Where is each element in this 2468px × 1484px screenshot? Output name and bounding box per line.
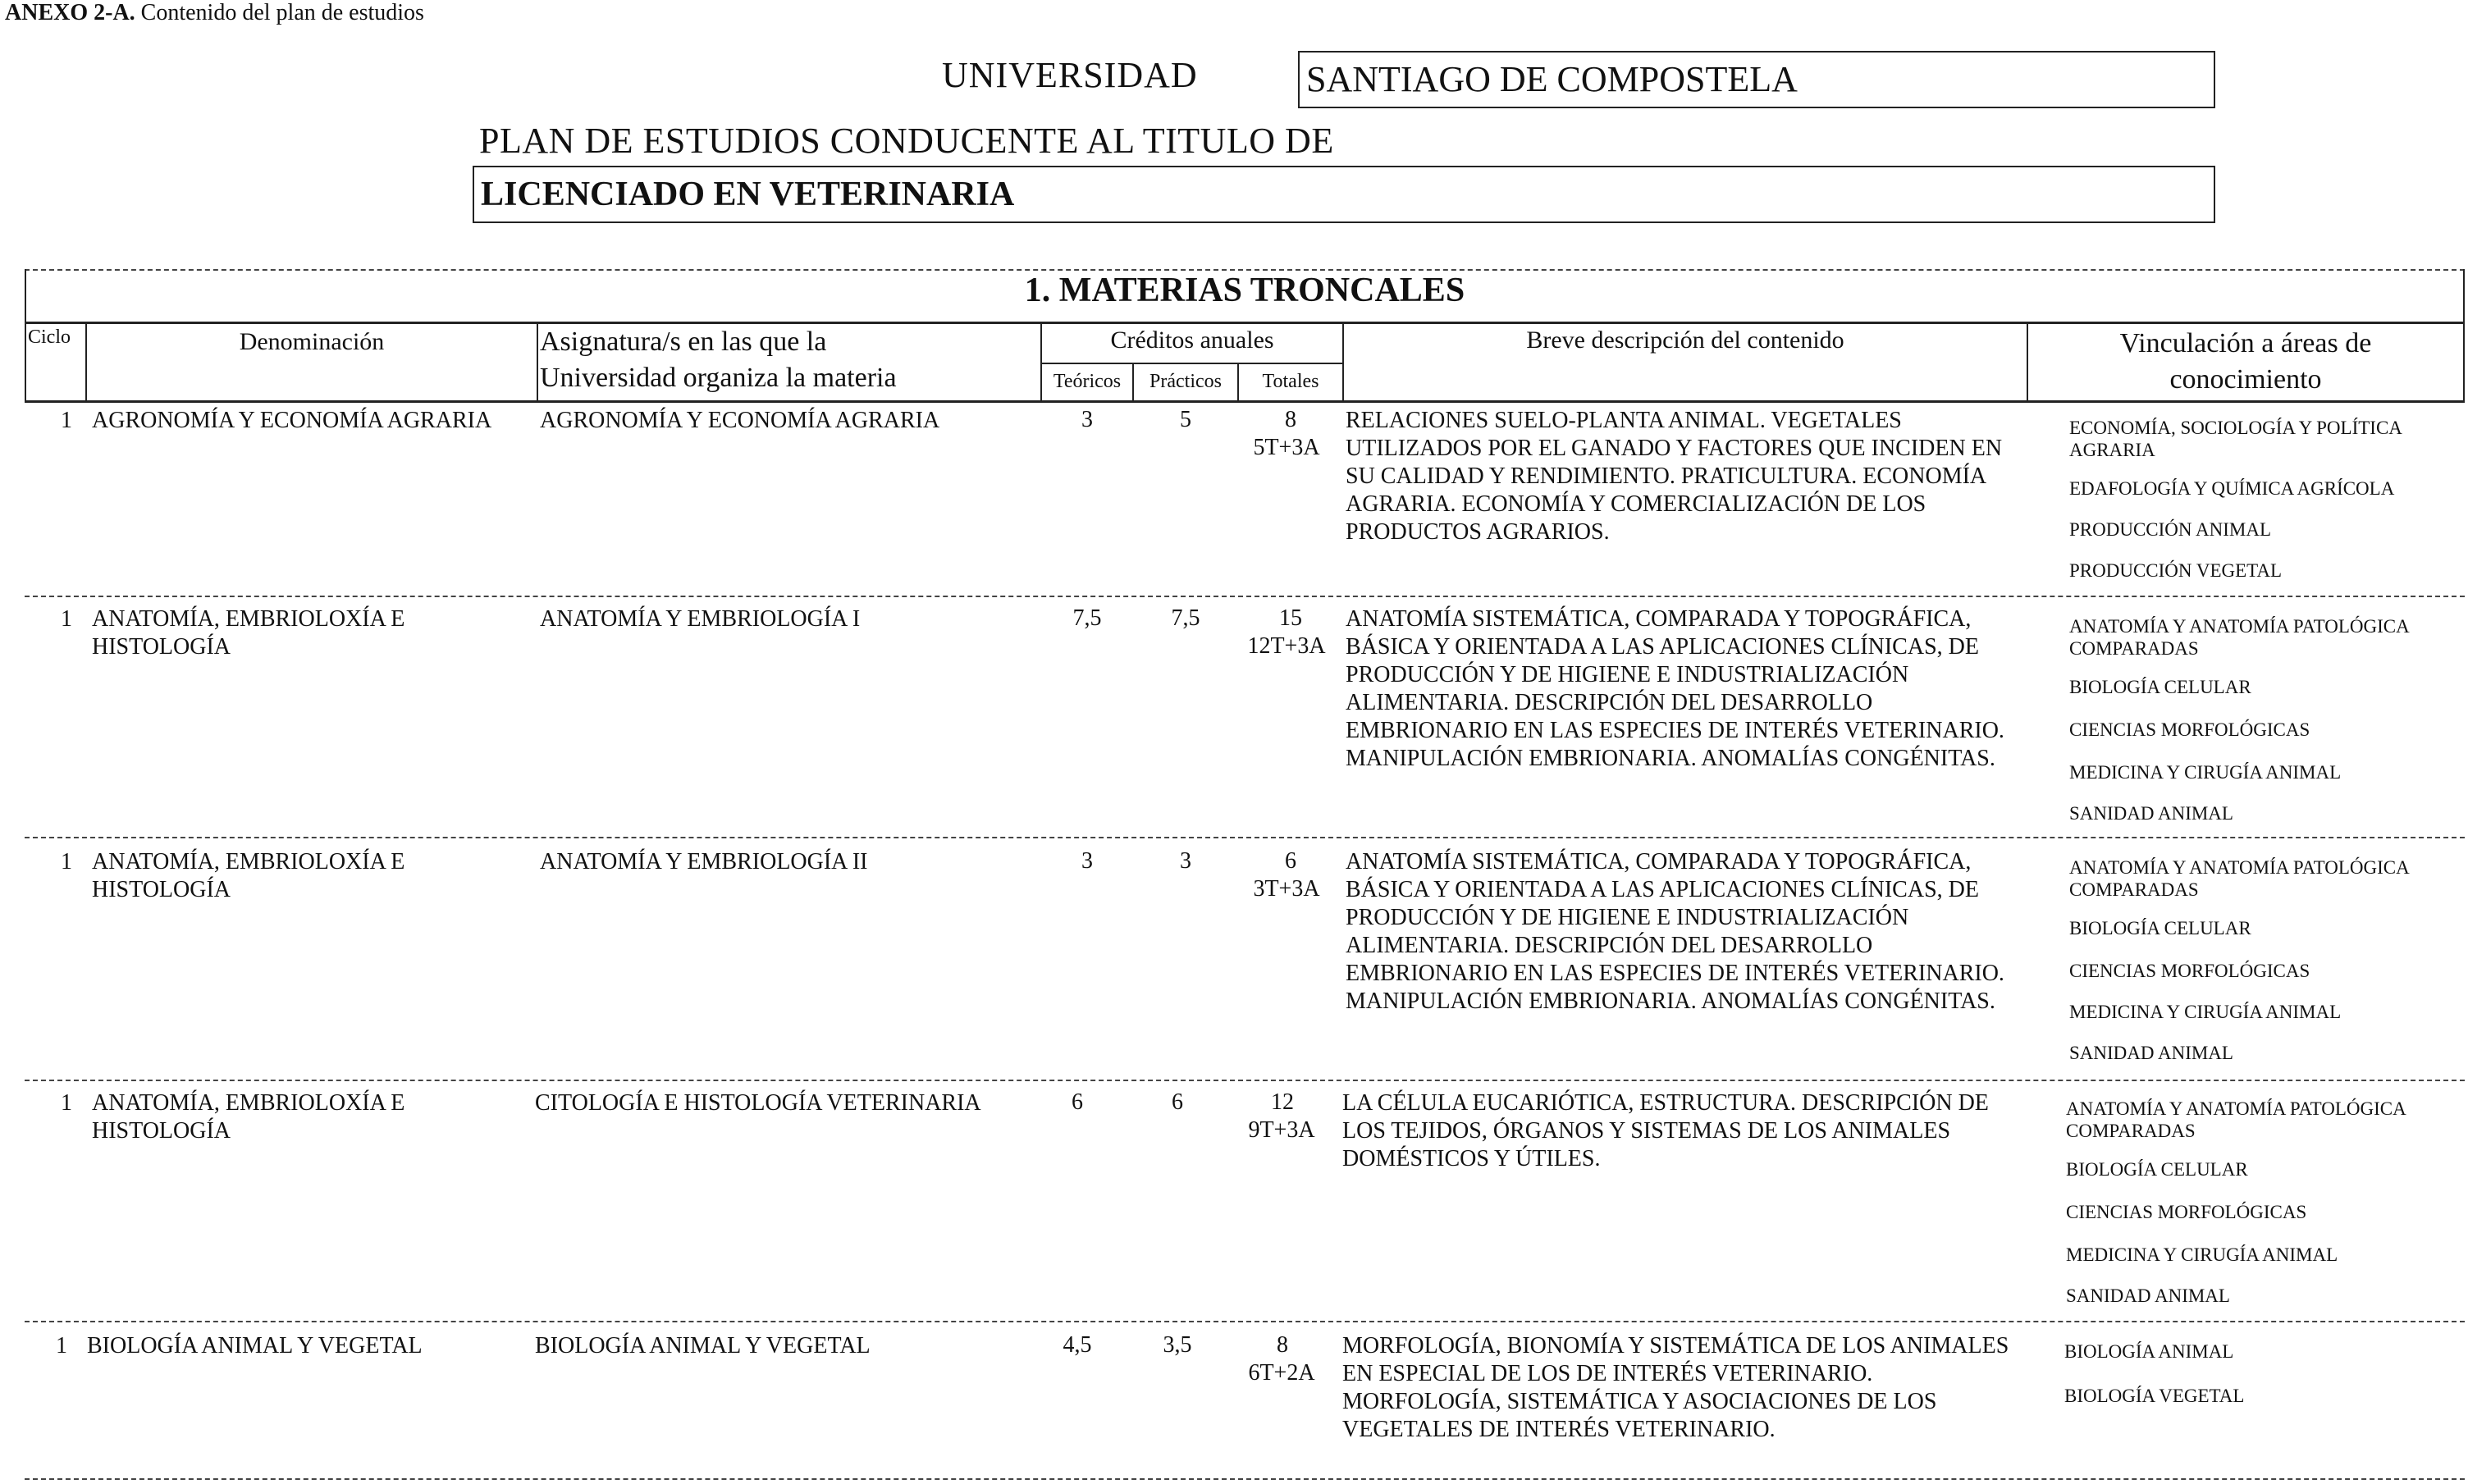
area-item: MEDICINA Y CIRUGÍA ANIMAL — [2069, 762, 2342, 783]
area-item: CIENCIAS MORFOLÓGICAS — [2069, 961, 2310, 981]
area-item: BIOLOGÍA CELULAR — [2066, 1159, 2248, 1180]
row-denominacion: BIOLOGÍA ANIMAL Y VEGETAL — [87, 1333, 423, 1358]
area-item: MEDICINA Y CIRUGÍA ANIMAL — [2069, 1002, 2342, 1022]
area-item: MEDICINA Y CIRUGÍA ANIMAL — [2066, 1244, 2338, 1265]
annex-code: ANEXO 2-A. — [5, 0, 135, 25]
row-ciclo: 1 — [61, 408, 72, 433]
row-practicos: 6 — [1172, 1089, 1183, 1115]
annex-text: Contenido del plan de estudios — [140, 0, 424, 25]
area-item: ANATOMÍA Y ANATOMÍA PATOLÓGICA COMPARADAS — [2069, 616, 2409, 659]
row-practicos: 3,5 — [1163, 1332, 1192, 1358]
row-desglose: 9T+3A — [1248, 1117, 1315, 1143]
row-totales: 6 — [1285, 848, 1296, 874]
section-title-rule — [25, 322, 2465, 324]
header-totales: Totales — [1262, 371, 1319, 392]
area-item: SANIDAD ANIMAL — [2066, 1285, 2230, 1306]
row-teoricos: 7,5 — [1072, 605, 1102, 631]
header-vinculacion-line1: Vinculación a áreas de — [2119, 328, 2372, 358]
row-descripcion: ANATOMÍA SISTEMÁTICA, COMPARADA Y TOPOGRÁFICA, BÁSICA Y ORIENTADA A LAS APLICACIONES CLÍNICAS, DE PRODUCCIÓN Y DE HIGIENE E INDUSTRIALIZACIÓN ALIMENTARIA. DESCRIPCIÓN DEL DESARROLLO EMBRIONARIO EN LAS ESPECIES DE INTERÉS VETERINARIO. MANIPULACIÓN EMBRIONARIA. ANOMALÍAS CONGÉNITAS. — [1346, 849, 2004, 1014]
row-ciclo: 1 — [61, 1090, 72, 1116]
row-practicos: 7,5 — [1171, 605, 1200, 631]
row-denominacion: ANATOMÍA, EMBRIOLOXÍA E HISTOLOGÍA — [92, 849, 405, 902]
header-practicos: Prácticos — [1149, 371, 1222, 392]
row-ciclo: 1 — [61, 849, 72, 874]
row-descripcion: ANATOMÍA SISTEMÁTICA, COMPARADA Y TOPOGRÁFICA, BÁSICA Y ORIENTADA A LAS APLICACIONES CLÍNICAS, DE PRODUCCIÓN Y DE HIGIENE E INDUSTRIALIZACIÓN ALIMENTARIA. DESCRIPCIÓN DEL DESARROLLO EMBRIONARIO EN LAS ESPECIES DE INTERÉS VETERINARIO. MANIPULACIÓN EMBRIONARIA. ANOMALÍAS CONGÉNITAS. — [1346, 606, 2004, 771]
annex-heading — [5, 0, 424, 26]
row-denominacion: AGRONOMÍA Y ECONOMÍA AGRARIA — [92, 408, 492, 433]
header-asignatura-line1: Asignatura/s en las que la — [540, 326, 827, 357]
row-teoricos: 4,5 — [1063, 1332, 1092, 1358]
row-denominacion: ANATOMÍA, EMBRIOLOXÍA E HISTOLOGÍA — [92, 606, 405, 660]
area-item: ECONOMÍA, SOCIOLOGÍA Y POLÍTICA AGRARIA — [2069, 418, 2402, 460]
row-asignatura: CITOLOGÍA E HISTOLOGÍA VETERINARIA — [535, 1090, 981, 1116]
row-separator — [25, 1080, 2465, 1081]
row-descripcion: MORFOLOGÍA, BIONOMÍA Y SISTEMÁTICA DE LOS ANIMALES EN ESPECIAL DE LOS DE INTERÉS VETERINARIO. MORFOLOGÍA, SISTEMÁTICA Y ASOCIACIONES DE LOS VEGETALES DE INTERÉS VETERINARIO. — [1342, 1333, 2009, 1442]
row-totales: 12 — [1271, 1089, 1294, 1115]
area-item: BIOLOGÍA CELULAR — [2069, 918, 2251, 938]
section-title: 1. MATERIAS TRONCALES — [1024, 272, 1465, 309]
row-teoricos: 6 — [1072, 1089, 1083, 1115]
row-asignatura: ANATOMÍA Y EMBRIOLOGÍA II — [540, 849, 868, 874]
area-item: CIENCIAS MORFOLÓGICAS — [2066, 1202, 2307, 1222]
university-name-box: SANTIAGO DE COMPOSTELA — [1298, 51, 2215, 108]
row-descripcion: RELACIONES SUELO-PLANTA ANIMAL. VEGETALES UTILIZADOS POR EL GANADO Y FACTORES QUE INCIDEN EN SU CALIDAD Y RENDIMIENTO. PRATICULTURA. ECONOMÍA AGRARIA. ECONOMÍA Y COMERCIALIZACIÓN DE LOS PRODUCTOS AGRARIOS. — [1346, 408, 2003, 545]
table-bottom-border — [25, 1478, 2465, 1480]
header-teoricos: Teóricos — [1053, 371, 1122, 392]
row-totales: 8 — [1277, 1332, 1288, 1358]
header-ciclo: Ciclo — [28, 326, 71, 348]
plan-title: PLAN DE ESTUDIOS CONDUCENTE AL TITULO DE — [479, 121, 1334, 161]
row-asignatura: AGRONOMÍA Y ECONOMÍA AGRARIA — [540, 408, 940, 433]
row-descripcion: LA CÉLULA EUCARIÓTICA, ESTRUCTURA. DESCRIPCIÓN DE LOS TEJIDOS, ÓRGANOS Y SISTEMAS DE LOS ANIMALES DOMÉSTICOS Y ÚTILES. — [1342, 1090, 1989, 1171]
row-totales: 15 — [1279, 605, 1302, 631]
area-item: ANATOMÍA Y ANATOMÍA PATOLÓGICA COMPARADAS — [2069, 857, 2409, 900]
row-desglose: 5T+3A — [1253, 435, 1320, 460]
degree-name-box: LICENCIADO EN VETERINARIA — [473, 166, 2215, 223]
row-teoricos: 3 — [1081, 407, 1093, 432]
area-item: PRODUCCIÓN VEGETAL — [2069, 560, 2283, 581]
area-item: ANATOMÍA Y ANATOMÍA PATOLÓGICA COMPARADAS — [2066, 1098, 2406, 1141]
row-asignatura: BIOLOGÍA ANIMAL Y VEGETAL — [535, 1333, 871, 1358]
row-totales: 8 — [1285, 407, 1296, 432]
area-item: BIOLOGÍA ANIMAL — [2064, 1341, 2234, 1362]
header-vinculacion-line2: conocimiento — [2169, 364, 2322, 395]
row-separator — [25, 596, 2465, 597]
row-ciclo: 1 — [61, 606, 72, 632]
header-asignatura-line2: Universidad organiza la materia — [540, 363, 897, 393]
area-item: CIENCIAS MORFOLÓGICAS — [2069, 719, 2310, 740]
row-practicos: 5 — [1180, 407, 1191, 432]
header-denominacion: Denominación — [239, 328, 385, 355]
row-denominacion: ANATOMÍA, EMBRIOLOXÍA E HISTOLOGÍA — [92, 1090, 405, 1144]
university-label: UNIVERSIDAD — [942, 55, 1198, 95]
area-item: SANIDAD ANIMAL — [2069, 1043, 2233, 1063]
area-item: BIOLOGÍA VEGETAL — [2064, 1386, 2245, 1406]
row-asignatura: ANATOMÍA Y EMBRIOLOGÍA I — [540, 606, 861, 632]
row-separator — [25, 1321, 2465, 1322]
row-practicos: 3 — [1180, 848, 1191, 874]
header-creditos: Créditos anuales — [1110, 326, 1274, 354]
row-ciclo: 1 — [56, 1333, 67, 1358]
area-item: SANIDAD ANIMAL — [2069, 803, 2233, 824]
row-teoricos: 3 — [1081, 848, 1093, 874]
area-item: PRODUCCIÓN ANIMAL — [2069, 519, 2271, 540]
row-desglose: 6T+2A — [1248, 1360, 1315, 1386]
credits-subheader-rule — [1040, 363, 1344, 364]
col-divider — [537, 322, 538, 402]
header-bottom-rule — [25, 400, 2465, 403]
area-item: BIOLOGÍA CELULAR — [2069, 677, 2251, 697]
row-separator — [25, 837, 2465, 838]
header-descripcion: Breve descripción del contenido — [1526, 326, 1844, 354]
row-desglose: 12T+3A — [1247, 633, 1326, 659]
area-item: EDAFOLOGÍA Y QUÍMICA AGRÍCOLA — [2069, 478, 2395, 499]
row-desglose: 3T+3A — [1253, 876, 1320, 902]
